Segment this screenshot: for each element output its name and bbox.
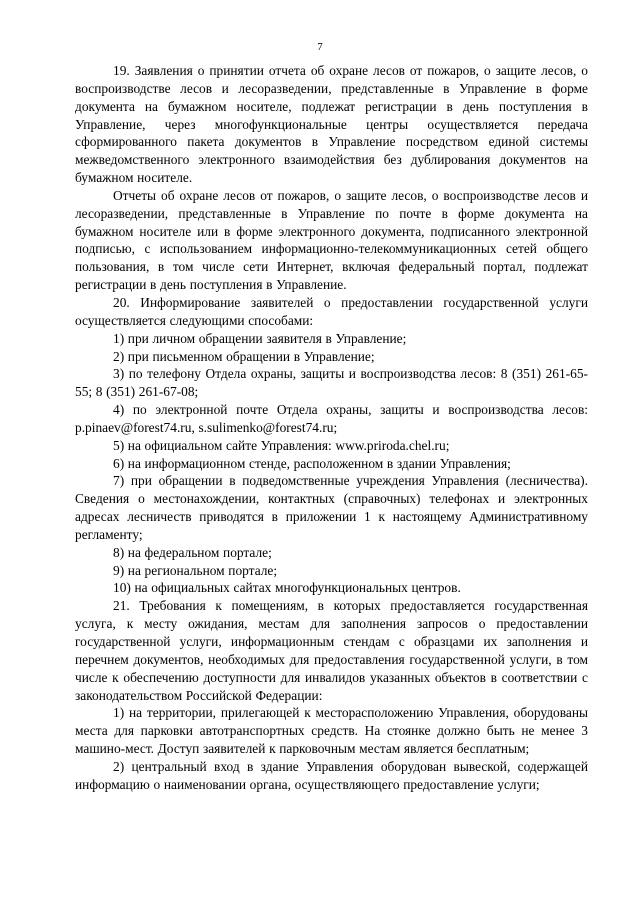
page-number: 7 — [317, 41, 323, 53]
document-body — [75, 62, 588, 794]
paragraph-20: 20. Информирование заявителей о предоставлении государственной услуги осуществляется следующими способами: — [75, 294, 588, 328]
paragraph-21: 21. Требования к помещениям, в которых предоставляется государственная услуга, к месту ожидания, местам для заполнения запросов о предоставлении государственной услуги, информационным стендам с образцами их заполнения и перечнем документов, необходимых для предоставления государственной услуги, в том числе к обеспечению доступности для инвалидов указанных объектов в соответствии с законодательством Российской Федерации: — [75, 598, 588, 703]
paragraph-19: 19. Заявления о принятии отчета об охране лесов от пожаров, о защите лесов, о воспроизводстве лесов и лесоразведении, представленные в Управление в форме документа на бумажном носителе, подлежат регистрации в день поступления в Управление, через многофункциональные центры осуществляется передача сформированного пакета документов в Управление посредством единой системы межведомственного электронного взаимодействия без дублирования документов на бумажном носителе. — [75, 63, 588, 186]
paragraph-reports-by-mail: Отчеты об охране лесов от пожаров, о защите лесов, о воспроизводстве лесов и лесоразведении, представленные в Управление по почте в форме документа на бумажном носителе или в форме электронного документа, подписанного электронной подписью, с использованием информационно-телекоммуникационных сетей общего пользования, в том числе сети Интернет, включая федеральный портал, подлежат регистрации в день поступления в Управление. — [75, 187, 588, 293]
requirement-item-1-parking: 1) на территории, прилегающей к месторасположению Управления, оборудованы места для парковки автотранспортных средств. На стоянке должно быть не менее 3 машино-мест. Доступ заявителей к парковочным местам является бесплатным; — [75, 705, 588, 757]
list-item-5-website: 5) на официальном сайте Управления: www.priroda.chel.ru; — [113, 437, 450, 453]
list-item-3-phone: 3) по телефону Отдела охраны, защиты и воспроизводства лесов: 8 (351) 261-65-55; 8 (351) 261-67-08; — [75, 366, 588, 400]
list-item-9-regional-portal: 9) на региональном портале; — [113, 562, 278, 578]
list-item-1: 1) при личном обращении заявителя в Управление; — [113, 330, 407, 346]
requirement-item-2-entrance: 2) центральный вход в здание Управления оборудован вывеской, содержащей информацию о наименовании органа, осуществляющего предоставление услуги; — [75, 758, 588, 792]
list-item-4-email: 4) по электронной почте Отдела охраны, защиты и воспроизводства лесов: p.pinaev@forest74.ru, s.sulimenko@forest74.ru; — [75, 402, 588, 435]
list-item-2: 2) при письменном обращении в Управление; — [113, 348, 375, 364]
list-item-8-federal-portal: 8) на федеральном портале; — [113, 544, 272, 560]
list-item-6-stand: 6) на информационном стенде, расположенном в здании Управления; — [113, 455, 511, 471]
list-item-7-forestries: 7) при обращении в подведомственные учреждения Управления (лесничества). Сведения о местонахождении, контактных (справочных) телефонах и электронных адресах лесничеств приводятся в приложении 1 к настоящему Административному регламенту; — [75, 473, 588, 542]
list-item-10-mfc-sites: 10) на официальных сайтах многофункциональных центров. — [113, 580, 461, 596]
